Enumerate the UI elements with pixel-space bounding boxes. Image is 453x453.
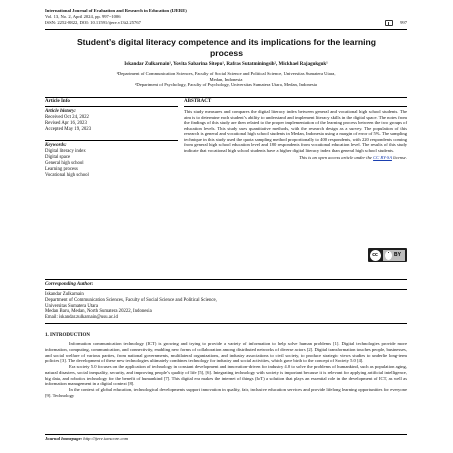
license-link[interactable]: CC BY-SA bbox=[373, 155, 392, 161]
affiliation-line: Medan, Indonesia bbox=[209, 76, 243, 82]
journal-name: International Journal of Evaluation and Research in Education (IJERE) bbox=[45, 8, 187, 13]
article-info-heading: Article Info bbox=[45, 99, 70, 104]
journal-issn: ISSN: 2252-8822, DOI: 10.11591/ijere.v13i2.25767 bbox=[45, 20, 141, 25]
introduction-body bbox=[45, 341, 407, 399]
open-access-note bbox=[184, 153, 407, 161]
page-footer bbox=[45, 434, 407, 442]
corresponding-name: Iskandar Zulkarnain bbox=[45, 292, 84, 297]
journal-logo-icon bbox=[385, 20, 393, 26]
journal-header bbox=[45, 8, 407, 26]
by-sa-block bbox=[383, 250, 405, 261]
corresponding-dept: Department of Communication Sciences, Faculty of Social Science and Political Science, bbox=[45, 297, 217, 303]
history-revised: Revised Apr 16, 2023 bbox=[45, 120, 87, 126]
keywords-heading: Keywords: bbox=[45, 143, 67, 149]
paragraph: Era society 5.0 focuses on the application of technology in constant development and innovation-driven for industry 4.0 to solve the problems of humankind, such as population aging, natural disasters, social inequality, security, and improving people’s quality of life [5], [6]. Integrating technology with society is important because it is relevant for applying artificial intelligence, big data, and robotics technology for the benefit of humankind [7]. This digital era makes the internet of things (IoT) a solution that plays an essential role in the development of ICT, as well as information management in a digital context [8]. bbox=[45, 364, 407, 387]
history-received: Received Oct 24, 2022 bbox=[45, 115, 89, 120]
open-access-prefix: This is an open access article under the bbox=[299, 155, 374, 161]
keyword: Digital literacy index bbox=[45, 149, 86, 155]
keyword: Learning process bbox=[45, 166, 78, 172]
corresponding-address: Medan Baru, Medan, North Sumatera 20222, Indonesia bbox=[45, 309, 152, 315]
abstract-text: This study measures and compares the digital literacy index between general and vocational high school students. The aim is to determine each student’s ability to understand and implement literacy skills in the digital space. The notes from the findings of this study are then related to the proper implementation of the learning process between the two groups of education levels. This study uses quantitative methods, with the research design as a survey. The population of this research is general and vocational high school students in Medan, Indonesia using a margin of error of 5%. The sampling technique in this study used the quota sampling method proportionally to 400 respondents, with 220 respondents coming from general high school education level and 180 respondents from vocational education level. The results of this study indicate that vocational high school students have a higher digital literacy index than general high school students. bbox=[184, 109, 407, 153]
divider bbox=[45, 323, 407, 324]
history-accepted: Accepted May 19, 2023 bbox=[45, 126, 92, 132]
corresponding-email[interactable]: Email: iskandar.zulkarnain@usu.ac.id bbox=[45, 315, 118, 321]
journal-volume: Vol. 13, No. 2, April 2024, pp. 997~1006 bbox=[45, 14, 121, 19]
by-label: BY bbox=[394, 251, 401, 258]
corresponding-details bbox=[45, 290, 407, 321]
section-heading: 1. INTRODUCTION bbox=[45, 333, 91, 338]
corresponding-heading: Corresponding Author: bbox=[45, 282, 94, 287]
author-list: Iskandar Zulkarnain¹, Yovita Sabarina Sitepu¹, Rafras Sutatminingsih², Mickhael Rajagukguk¹ bbox=[124, 62, 328, 67]
affiliations bbox=[45, 71, 407, 88]
cc-license-badge[interactable] bbox=[368, 248, 407, 262]
keyword: Digital space bbox=[45, 155, 71, 161]
affiliation-line: ¹Department of Communication Sciences, Faculty of Social Science and Political Science, Universitas Sumatera Utara, bbox=[116, 71, 336, 76]
abstract-heading: ABSTRACT bbox=[184, 99, 212, 104]
paragraph: Information communication technology (ICT) is growing and trying to provide a variety of information to help solve human problems [1]. Digital technologies provide more information, computing, communication, and connectivity, enabling new forms of collaboration among distributed networks of diverse actors [2]. Digital transformation touches people, businesses, and social welfare of various parties, from national governments, multilateral organizations, and industry associations to civil society, to produce strategic views studies to underlie long-term policies [3]. The development of these new technologies ultimately combines technology for industry and social activities, which gave birth to the concept of Society 5.0 [4]. bbox=[45, 341, 407, 364]
attribution-icon bbox=[385, 251, 392, 260]
open-access-suffix: license. bbox=[391, 155, 407, 161]
homepage-link[interactable]: http://ijere.iaescore.com bbox=[83, 436, 129, 441]
corresponding-author-box bbox=[45, 279, 407, 324]
corresponding-univ: Universitas Sumatera Utara bbox=[45, 303, 99, 309]
page-number: 997 bbox=[400, 20, 407, 25]
footer-text bbox=[45, 435, 407, 442]
paragraph: In the context of global education, technological developments support innovation in quality, fair, inclusive education services and provide lifelong learning opportunities for everyone [9]. Technology bbox=[45, 387, 407, 398]
header-rule bbox=[45, 29, 407, 30]
history-heading: Article history: bbox=[45, 109, 76, 114]
article-info-box bbox=[45, 97, 407, 279]
affiliation-line: ²Department of Psychology, Faculty of Psychology, Universitas Sumatera Utara, Medan, Indonesia bbox=[135, 82, 317, 88]
keyword: General high school bbox=[45, 160, 84, 166]
article-info-column bbox=[45, 97, 178, 279]
paper-title: Student’s digital literacy competence and its implications for the learning process bbox=[76, 37, 377, 58]
abstract-column bbox=[184, 97, 407, 279]
cc-icon: cc bbox=[370, 250, 381, 261]
footer-label: Journal homepage: bbox=[45, 436, 83, 441]
keyword: Vocational high school bbox=[45, 172, 89, 178]
